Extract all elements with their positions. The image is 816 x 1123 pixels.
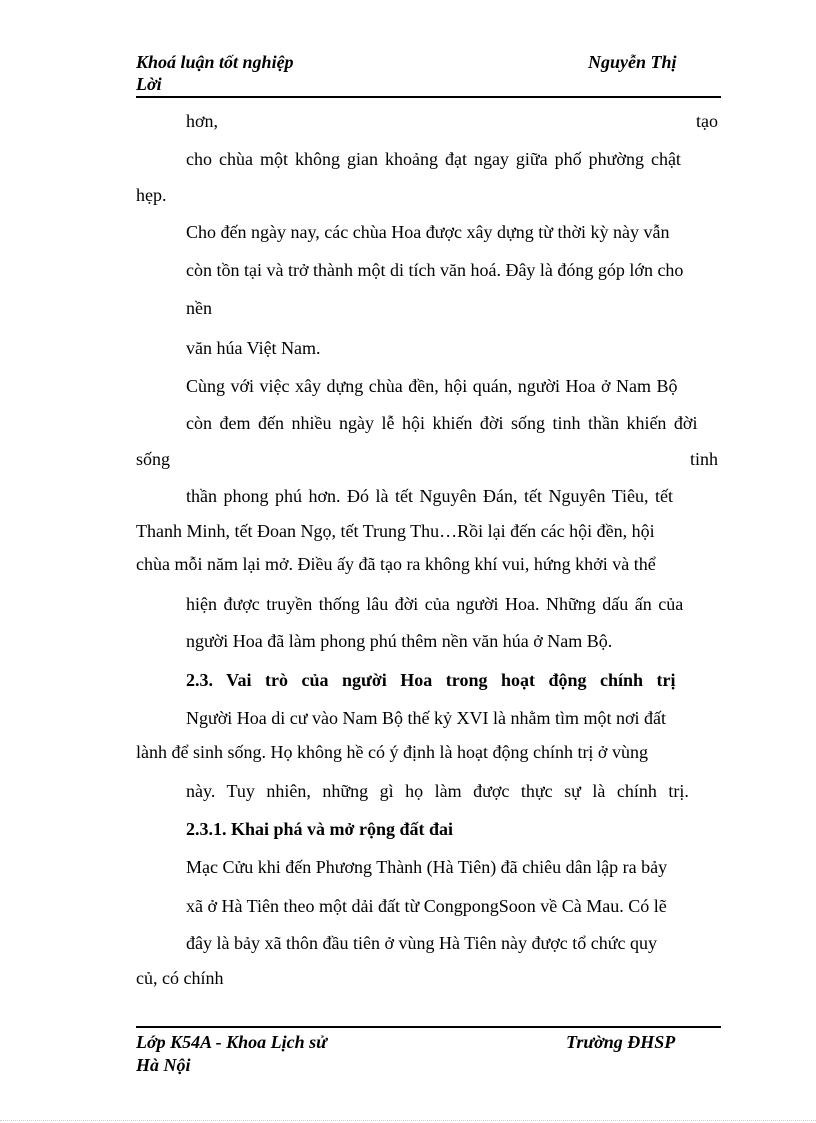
text-line: hẹp. — [136, 185, 167, 205]
text-line: Cùng với việc xây dựng chùa đền, hội quán, người Hoa ở Nam Bộ — [186, 376, 678, 396]
header-title: Khoá luận tốt nghiệp — [136, 52, 294, 72]
text-line: xã ở Hà Tiên theo một dải đất từ CongpongSoon về Cà Mau. Có lẽ — [186, 896, 667, 916]
text-line: cho chùa một không gian khoảng đạt ngay giữa phố phường chật — [186, 149, 681, 169]
section-heading: 2.3. Vai trò của người Hoa trong hoạt động chính trị — [186, 670, 676, 690]
header-author: Nguyễn Thị — [588, 52, 677, 72]
text-line: Thanh Minh, tết Đoan Ngọ, tết Trung Thu…Rồi lại đến các hội đền, hội — [136, 521, 655, 541]
text-line — [186, 110, 718, 132]
text-line: Mạc Cửu khi đến Phương Thành (Hà Tiên) đã chiêu dân lập ra bảy — [186, 857, 668, 877]
text-line: nền — [186, 298, 212, 318]
text-word: sống — [136, 449, 171, 469]
text-line: thần phong phú hơn. Đó là tết Nguyên Đán, tết Nguyên Tiêu, tết — [186, 486, 673, 506]
text-line: chùa mỗi năm lại mở. Điều ấy đã tạo ra không khí vui, hứng khởi và thể — [136, 554, 656, 574]
header-author-continued: Lời — [136, 74, 162, 94]
text-line: lành để sinh sống. Họ không hề có ý định là hoạt động chính trị ở vùng — [136, 742, 648, 762]
text-line: củ, có chính — [136, 968, 224, 988]
page-edge-divider — [0, 1120, 816, 1121]
footer-school: Trường ĐHSP — [566, 1032, 676, 1052]
text-word: hơn, — [186, 111, 219, 131]
footer-class: Lớp K54A - Khoa Lịch sử — [136, 1032, 327, 1052]
text-line — [136, 448, 718, 470]
footer-city: Hà Nội — [136, 1055, 191, 1075]
text-line: Người Hoa di cư vào Nam Bộ thế kỷ XVI là nhằm tìm một nơi đất — [186, 708, 666, 728]
text-line: Cho đến ngày nay, các chùa Hoa được xây dựng từ thời kỳ này vẫn — [186, 222, 670, 242]
footer-rule — [136, 1026, 721, 1028]
text-word: tạo — [696, 111, 718, 131]
subsection-heading: 2.3.1. Khai phá và mở rộng đất đai — [186, 819, 454, 839]
text-line: còn tồn tại và trở thành một di tích văn hoá. Đây là đóng góp lớn cho — [186, 260, 684, 280]
text-word: tinh — [689, 449, 718, 469]
text-line: này. Tuy nhiên, những gì họ làm được thực sự là chính trị. — [186, 781, 689, 801]
text-line: còn đem đến nhiều ngày lễ hội khiến đời sống tinh thần khiến đời — [186, 413, 698, 433]
text-line: hiện được truyền thống lâu đời của người Hoa. Những dấu ấn của — [186, 594, 684, 614]
text-line: văn húa Việt Nam. — [186, 338, 321, 358]
text-line: người Hoa đã làm phong phú thêm nền văn húa ở Nam Bộ. — [186, 631, 613, 651]
text-line: đây là bảy xã thôn đầu tiên ở vùng Hà Tiên này được tổ chức quy — [186, 933, 657, 953]
header-rule — [136, 96, 721, 98]
